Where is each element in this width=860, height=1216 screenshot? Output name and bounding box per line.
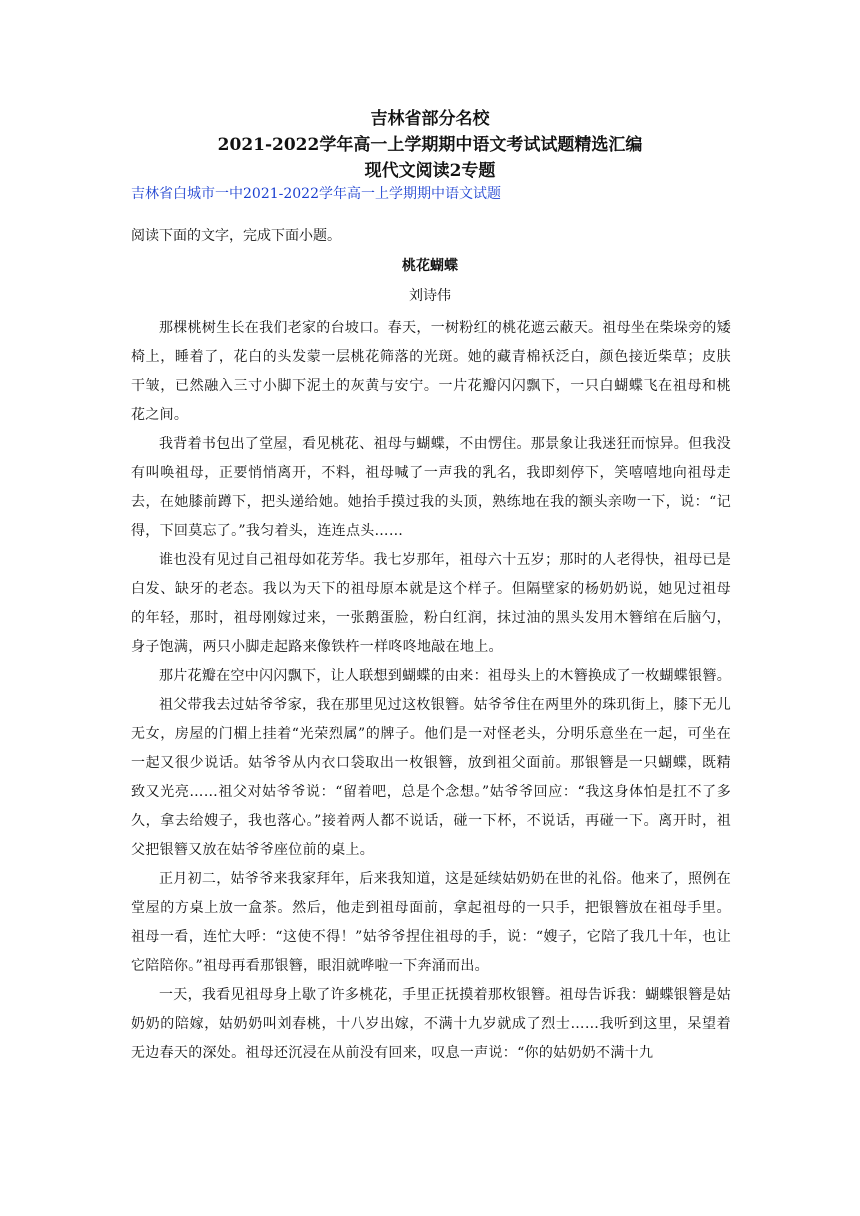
- header-school: 吉林省部分名校: [370, 109, 490, 129]
- paragraph: 正月初二，姑爷爷来我家拜年，后来我知道，这是延续姑奶奶在世的礼俗。他来了，照例在堂屋的方桌上放一盒茶。然后，他走到祖母面前，拿起祖母的一只手，把银簪放在祖母手里。祖母一看，连忙大呼：“这使不得！”姑爷爷捏住祖母的手，说：“嫂子，它陪了我几十年，也让它陪陪你。”祖母再看那银簪，眼泪就哗啦一下奔涌而出。: [131, 871, 731, 974]
- paragraph: 一天，我看见祖母身上歇了许多桃花，手里正抚摸着那枚银簪。祖母告诉我：蝴蝶银簪是姑奶奶的陪嫁，姑奶奶叫刘春桃，十八岁出嫁，不满十九岁就成了烈士……我听到这里，呆望着无边春天的深处。祖母还沉浸在从前没有回来，叹息一声说：“你的姑奶奶不满十九: [131, 987, 731, 1061]
- paragraph: 那棵桃树生长在我们老家的台坡口。春天，一树粉红的桃花遮云蔽天。祖母坐在柴垛旁的矮椅上，睡着了，花白的头发蒙一层桃花筛落的光斑。她的藏青棉袄泛白，颜色接近柴草；皮肤干皱，已然融入三寸小脚下泥土的灰黄与安宁。一片花瓣闪闪飘下，一只白蝴蝶飞在祖母和桃花之间。: [131, 320, 731, 423]
- paragraph: 祖父带我去过姑爷爷家，我在那里见过这枚银簪。姑爷爷住在两里外的珠玑街上，膝下无儿无女，房屋的门楣上挂着“光荣烈属”的牌子。他们是一对怪老头，分明乐意坐在一起，可坐在一起又很少说话。姑爷爷从内衣口袋取出一枚银簪，放到祖父面前。那银簪是一只蝴蝶，既精致又光亮……祖父对姑爷爷说：“留着吧，总是个念想。”姑爷爷回应：“我这身体怕是扛不了多久，拿去给嫂子，我也落心。”接着两人都不说话，碰一下杯，不说话，再碰一下。离开时，祖父把银簪又放在姑爷爷座位前的桌上。: [131, 697, 731, 858]
- header-topic: 现代文阅读2专题: [364, 161, 496, 181]
- article-body: [131, 314, 731, 1068]
- article-author: 刘诗伟: [409, 288, 451, 304]
- paragraph: 那片花瓣在空中闪闪飘下，让人联想到蝴蝶的由来：祖母头上的木簪换成了一枚蝴蝶银簪。: [159, 668, 731, 684]
- header-exam-title: 2021-2022学年高一上学期期中语文考试试题精选汇编: [217, 135, 643, 155]
- instruction-text: 阅读下面的文字，完成下面小题。: [131, 228, 341, 244]
- article-title: 桃花蝴蝶: [402, 258, 458, 274]
- paragraph: 谁也没有见过自己祖母如花芳华。我七岁那年，祖母六十五岁；那时的人老得快，祖母已是白发、缺牙的老态。我以为天下的祖母原本就是这个样子。但隔壁家的杨奶奶说，她见过祖母的年轻，那时，祖母刚嫁过来，一张鹅蛋脸，粉白红润，抹过油的黑头发用木簪绾在后脑勺，身子饱满，两只小脚走起路来像铁杵一样咚咚地敲在地上。: [131, 552, 731, 655]
- paragraph: 我背着书包出了堂屋，看见桃花、祖母与蝴蝶，不由愣住。那景象让我迷狂而惊异。但我没有叫唤祖母，正要悄悄离开，不料，祖母喊了一声我的乳名，我即刻停下，笑嘻嘻地向祖母走去，在她膝前蹲下，把头递给她。她抬手摸过我的头顶，熟练地在我的额头亲吻一下，说：“记得，下回莫忘了。”我匀着头，连连点头……: [131, 436, 731, 539]
- source-link[interactable]: 吉林省白城市一中2021-2022学年高一上学期期中语文试题: [131, 186, 501, 202]
